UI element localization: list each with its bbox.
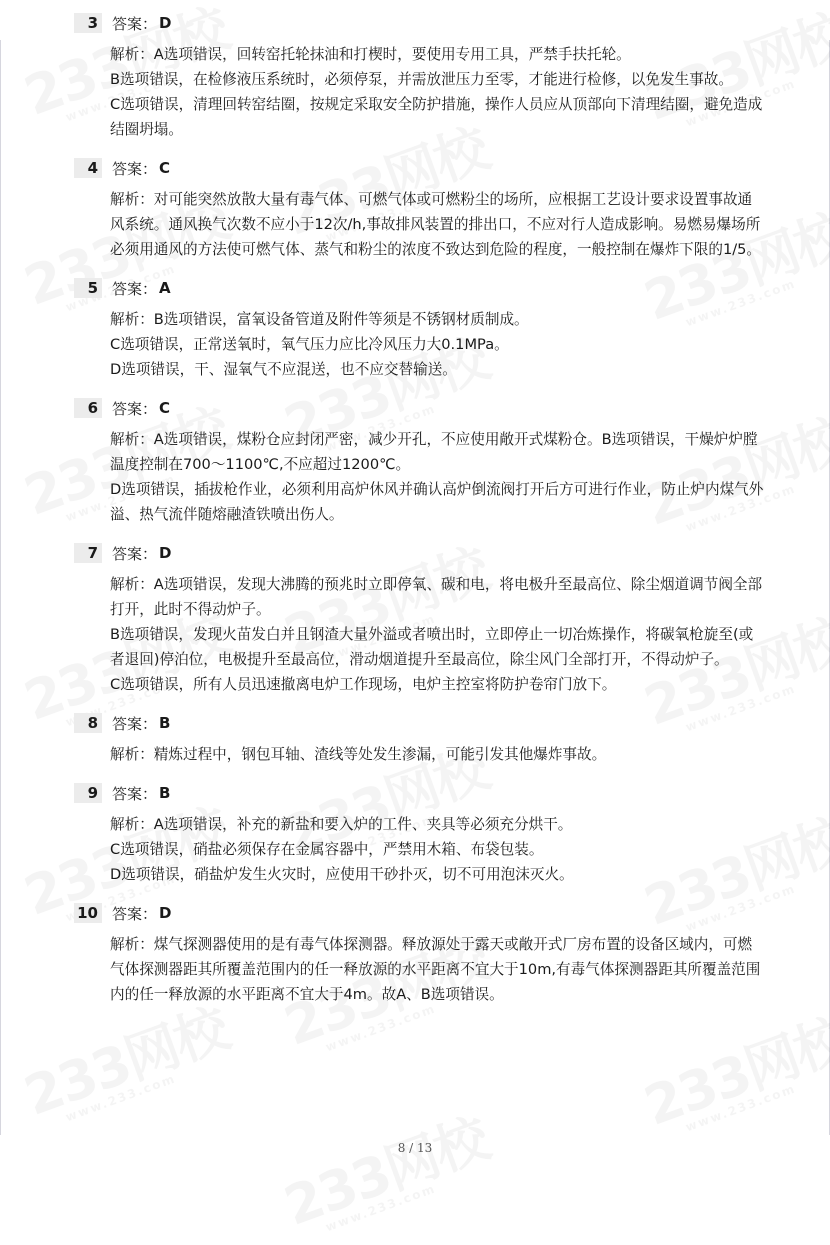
answer-item-10 [74, 900, 764, 1007]
answer-value: D [159, 544, 172, 562]
answer-value: B [159, 714, 171, 732]
answer-value: D [159, 14, 172, 32]
analysis [110, 572, 764, 697]
answer-line [74, 395, 764, 421]
answer-item-3 [74, 10, 764, 142]
question-number: 7 [74, 543, 102, 563]
page-border-left [0, 40, 1, 1135]
analysis-paragraph: D选项错误，硝盐炉发生火灾时，应使用干砂扑灭，切不可用泡沫灭火。 [110, 866, 574, 883]
question-number: 6 [74, 398, 102, 418]
analysis [110, 307, 764, 382]
answer-value: C [159, 159, 171, 177]
answer-item-7 [74, 540, 764, 697]
answer-item-9 [74, 780, 764, 887]
analysis-paragraph: 解析：精炼过程中，钢包耳轴、渣线等处发生渗漏，可能引发其他爆炸事故。 [110, 746, 607, 763]
analysis [110, 427, 764, 527]
answer-value: A [159, 279, 171, 297]
answer-label: 答案： [112, 784, 158, 803]
answer-label: 答案： [112, 399, 158, 418]
question-number: 10 [74, 903, 102, 923]
answer-value: C [159, 399, 171, 417]
analysis [110, 932, 764, 1007]
analysis-paragraph: B选项错误，在检修液压系统时，必须停泵，并需放泄压力至零，才能进行检修，以免发生事故。 [110, 71, 733, 88]
question-number: 5 [74, 278, 102, 298]
analysis-paragraph: 解析：煤气探测器使用的是有毒气体探测器。释放源处于露天或敞开式厂房布置的设备区域内，可燃气体探测器距其所覆盖范围内的任一释放源的水平距离不宜大于10m,有毒气体探测器距其所覆盖范围内的任一释放源的水平距离不宜大于4m。故A、B选项错误。 [110, 936, 761, 1003]
analysis [110, 187, 764, 262]
answer-line [74, 540, 764, 566]
answer-line [74, 780, 764, 806]
answer-line [74, 10, 764, 36]
analysis-paragraph: D选项错误，干、湿氧气不应混送，也不应交替输送。 [110, 361, 457, 378]
answer-label: 答案： [112, 714, 158, 733]
answer-value: D [159, 904, 172, 922]
answer-line [74, 155, 764, 181]
analysis [110, 812, 764, 887]
answer-line [74, 900, 764, 926]
analysis-paragraph: C选项错误，硝盐必须保存在金属容器中，严禁用木箱、布袋包装。 [110, 841, 544, 858]
answer-value: B [159, 784, 171, 802]
answer-item-8 [74, 710, 764, 767]
answer-line [74, 710, 764, 736]
answer-list [74, 10, 764, 1020]
answer-label: 答案： [112, 904, 158, 923]
answer-label: 答案： [112, 544, 158, 563]
question-number: 8 [74, 713, 102, 733]
question-number: 4 [74, 158, 102, 178]
analysis-paragraph: 解析：A选项错误，补充的新盐和要入炉的工件、夹具等必须充分烘干。 [110, 816, 573, 833]
analysis-paragraph: D选项错误，插拔枪作业，必须利用高炉休风并确认高炉倒流阀打开后方可进行作业，防止炉内煤气外溢、热气流伴随熔融渣铁喷出伤人。 [110, 481, 764, 523]
answer-item-6 [74, 395, 764, 527]
analysis-paragraph: 解析：对可能突然放散大量有毒气体、可燃气体或可燃粉尘的场所，应根据工艺设计要求设置事故通风系统。通风换气次数不应小于12次/h,事故排风装置的排出口，不应对行人造成影响。易燃易爆场所必须用通风的方法使可燃气体、蒸气和粉尘的浓度不致达到危险的程度，一般控制在爆炸下限的1/5。 [110, 191, 762, 258]
analysis [110, 42, 764, 142]
answer-label: 答案： [112, 14, 158, 33]
answer-item-5 [74, 275, 764, 382]
answer-label: 答案： [112, 159, 158, 178]
question-number: 3 [74, 13, 102, 33]
answer-item-4 [74, 155, 764, 262]
analysis-paragraph: 解析：A选项错误，发现大沸腾的预兆时立即停氧、碳和电，将电极升至最高位、除尘烟道调节阀全部打开，此时不得动炉子。 [110, 576, 763, 618]
analysis [110, 742, 764, 767]
analysis-paragraph: C选项错误，正常送氧时，氧气压力应比冷风压力大0.1MPa。 [110, 336, 509, 353]
analysis-paragraph: 解析：B选项错误，富氧设备管道及附件等须是不锈钢材质制成。 [110, 311, 529, 328]
watermark [273, 1096, 499, 1244]
analysis-paragraph: C选项错误，清理回转窑结圈，按规定采取安全防护措施，操作人员应从顶部向下清理结圈，避免造成结圈坍塌。 [110, 96, 763, 138]
question-number: 9 [74, 783, 102, 803]
analysis-paragraph: 解析：A选项错误，回转窑托轮抹油和打楔时，要使用专用工具，严禁手扶托轮。 [110, 46, 631, 63]
page-indicator: 8 / 13 [397, 1141, 433, 1155]
analysis-paragraph: 解析：A选项错误，煤粉仓应封闭严密，减少开孔，不应使用敞开式煤粉仓。B选项错误，干燥炉炉膛温度控制在700～1100℃,不应超过1200℃。 [110, 431, 758, 473]
analysis-paragraph: C选项错误，所有人员迅速撤离电炉工作现场，电炉主控室将防护卷帘门放下。 [110, 676, 617, 693]
analysis-paragraph: B选项错误，发现火苗发白并且钢渣大量外溢或者喷出时，立即停止一切冶炼操作，将碳氧枪旋至(或者退回)停泊位，电极提升至最高位，滑动烟道提升至最高位，除尘风门全部打开，不得动炉子。 [110, 626, 754, 668]
answer-label: 答案： [112, 279, 158, 298]
answer-line [74, 275, 764, 301]
